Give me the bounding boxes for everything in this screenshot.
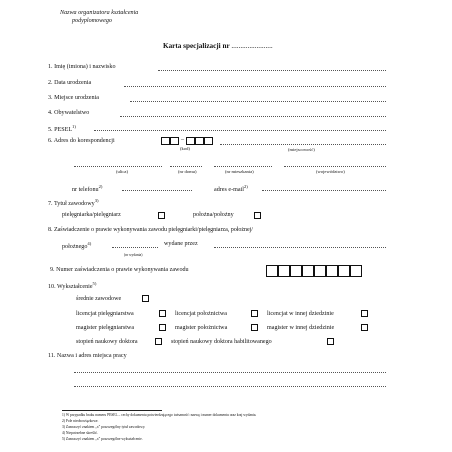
phone-label	[72, 184, 102, 193]
education-mag-piel-label: magister pielęgniarstwa	[76, 325, 135, 331]
education-dr-checkbox[interactable]	[155, 338, 162, 345]
issued-by-input[interactable]	[214, 247, 386, 248]
field-2-label: 2. Data urodzenia	[48, 80, 92, 86]
field-4-label: 4. Obywatelstwo	[48, 110, 90, 116]
field-5-input[interactable]	[94, 130, 386, 131]
education-srednie-checkbox[interactable]	[142, 295, 149, 302]
province-input[interactable]	[284, 166, 386, 167]
field-3-input[interactable]	[130, 101, 386, 102]
street-input[interactable]	[74, 166, 162, 167]
organizer-name-label: Nazwa organizatora kształcenia	[60, 10, 139, 16]
province-caption: (województwo)	[316, 169, 345, 174]
license-number-box-2[interactable]	[278, 265, 290, 277]
apartment-number-caption: (nr mieszkania)	[225, 169, 254, 174]
education-srednie-label: średnie zawodowe	[76, 296, 122, 302]
field-7-footnote-ref: 3)	[94, 198, 99, 203]
postal-code-box-3[interactable]	[186, 137, 195, 145]
footnote-1: 1) W przypadku braku numeru PESEL – cechy dokumentu potwierdzającego tożsamość: nazwę i numer dokumentu oraz kraj wydania.	[62, 413, 257, 417]
house-number-caption: (nr domu)	[178, 169, 197, 174]
field-4-input[interactable]	[120, 116, 386, 117]
field-5-text: 5. PESEL	[48, 127, 73, 134]
education-dr-label: stopień naukowy doktora	[76, 339, 138, 345]
field-7-label	[48, 198, 99, 207]
education-lic-inna-checkbox[interactable]	[361, 310, 368, 317]
education-dr-hab-checkbox[interactable]	[327, 338, 334, 345]
education-mag-poloz-label: magister położnictwa	[175, 325, 228, 331]
postal-code-caption: (kod)	[180, 146, 190, 151]
field-7-text: 7. Tytuł zawodowy	[48, 201, 95, 208]
field-2-input[interactable]	[124, 86, 386, 87]
street-caption: (ulica)	[116, 169, 128, 174]
field-9-label: 9. Numer zaświadczenia o prawie wykonywania zawodu	[50, 267, 189, 273]
education-lic-piel-label: licencjat pielęgniarstwa	[76, 311, 134, 317]
field-10-label	[48, 281, 96, 290]
phone-footnote-ref: 2)	[98, 184, 103, 189]
footnote-separator	[62, 410, 162, 411]
postal-code-box-2[interactable]	[170, 137, 179, 145]
education-lic-poloz-label: licencjat położnictwa	[175, 311, 227, 317]
issued-by-label: wydane przez	[164, 241, 198, 247]
license-number-box-6[interactable]	[326, 265, 338, 277]
field-8-text: położnego	[62, 244, 88, 251]
license-number-box-7[interactable]	[338, 265, 350, 277]
apartment-number-input[interactable]	[214, 166, 272, 167]
city-input[interactable]	[220, 144, 386, 145]
city-caption: (miejscowość)	[288, 147, 315, 152]
field-5-label	[48, 124, 76, 133]
license-number-box-3[interactable]	[290, 265, 302, 277]
postal-code-box-4[interactable]	[195, 137, 204, 145]
title-option-nurse-checkbox[interactable]	[158, 212, 165, 219]
page-title	[163, 42, 273, 50]
workplace-input-line-1[interactable]	[74, 372, 386, 373]
field-8-label-line1: 8. Zaświadczenie o prawie wykonywania zawodu pielęgniarki/pielęgniarza, położnej/	[48, 227, 253, 233]
email-label	[214, 184, 248, 193]
education-lic-inna-label: licencjat w innej dziedzinie	[267, 311, 334, 317]
license-number-box-8[interactable]	[350, 265, 362, 277]
title-option-midwife-checkbox[interactable]	[254, 212, 261, 219]
title-option-nurse-label: pielęgniarka/pielęgniarz	[62, 212, 121, 218]
field-6-label: 6. Adres do korespondencji	[48, 138, 115, 144]
field-10-footnote-ref: 5)	[92, 281, 97, 286]
footnote-5: 5) Zaznaczyć znakiem „x” poszczególne wykształcenie.	[62, 437, 143, 441]
title-option-midwife-label: położna/położny	[193, 212, 234, 218]
education-dr-hab-label: stopień naukowy doktora habilitowanego	[171, 339, 272, 345]
phone-text: nr telefonu	[72, 187, 99, 194]
email-text: adres e-mail	[214, 187, 244, 194]
title-text: Karta specjalizacji nr	[163, 42, 230, 50]
certificate-number-input[interactable]	[112, 247, 158, 248]
title-number-field[interactable]: .......................	[231, 42, 273, 50]
education-mag-poloz-checkbox[interactable]	[251, 324, 258, 331]
workplace-input-line-2[interactable]	[74, 386, 386, 387]
postal-code-dash: –	[181, 137, 185, 143]
education-mag-inna-label: magister w innej dziedzinie	[267, 325, 335, 331]
education-lic-poloz-checkbox[interactable]	[251, 310, 258, 317]
education-mag-inna-checkbox[interactable]	[361, 324, 368, 331]
email-input[interactable]	[262, 190, 386, 191]
certificate-number-caption: (nr wydania)	[124, 253, 143, 257]
license-number-box-4[interactable]	[302, 265, 314, 277]
education-mag-piel-checkbox[interactable]	[159, 324, 166, 331]
license-number-box-5[interactable]	[314, 265, 326, 277]
license-number-box-1[interactable]	[266, 265, 278, 277]
education-lic-piel-checkbox[interactable]	[159, 310, 166, 317]
field-3-label: 3. Miejsce urodzenia	[48, 95, 99, 101]
house-number-input[interactable]	[170, 166, 202, 167]
postal-code-box-1[interactable]	[161, 137, 170, 145]
field-11-label: 11. Nazwa i adres miejsca pracy	[48, 353, 127, 359]
organizer-name-label-line2: podyplomowego	[72, 18, 112, 24]
field-1-label: 1. Imię (imiona) i nazwisko	[48, 64, 116, 70]
field-5-footnote-ref: 1)	[72, 124, 76, 129]
postal-code-box-5[interactable]	[204, 137, 213, 145]
field-10-text: 10. Wykształcenie	[48, 284, 93, 291]
email-footnote-ref: 2)	[243, 184, 248, 189]
phone-input[interactable]	[122, 190, 192, 191]
field-1-input[interactable]	[158, 70, 386, 71]
field-8-label-line2	[62, 241, 91, 250]
field-8-footnote-ref: 4)	[87, 241, 92, 246]
footnote-4: 4) Niepotrzebne skreślić.	[62, 431, 99, 435]
footnote-3: 3) Zaznaczyć znakiem „x” poszczególny tytuł zawodowy.	[62, 425, 146, 429]
footnote-2: 2) Pole nieobowiązkowe.	[62, 419, 99, 423]
